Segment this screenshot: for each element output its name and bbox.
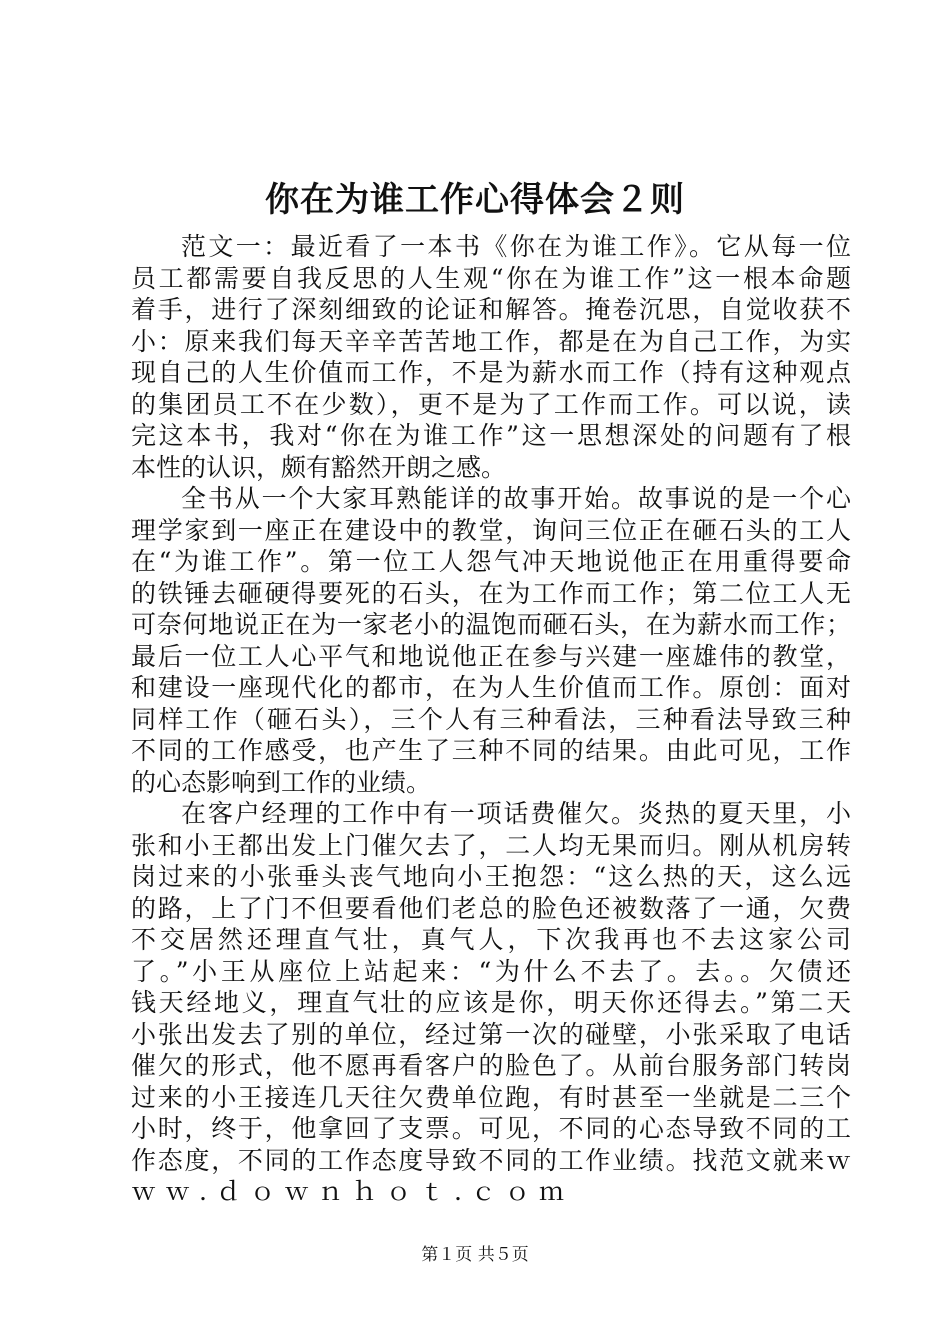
text-line: 小时，终于，他拿回了支票。可见，不同的心态导致不同的工 xyxy=(131,1114,851,1143)
text-line: 可奈何地说正在为一家老小的温饱而砸石头，在为薪水而工作； xyxy=(131,610,851,639)
text-line: 全书从一个大家耳熟能详的故事开始。故事说的是一个心 xyxy=(181,484,851,513)
text-line: 催欠的形式，他不愿再看客户的脸色了。从前台服务部门转岗 xyxy=(131,1051,851,1080)
text-line: 不同的工作感受，也产生了三种不同的结果。由此可见，工作 xyxy=(131,736,851,765)
document-title: 你在为谁工作心得体会２则 xyxy=(265,180,685,220)
text-line: 不交居然还理直气壮，真气人，下次我再也不去这家公司 xyxy=(131,925,851,954)
text-line: 小张出发去了别的单位，经过第一次的碰壁，小张采取了电话 xyxy=(131,1019,851,1049)
paragraph-2 xyxy=(131,483,851,798)
text-line: 同样工作（砸石头），三个人有三种看法，三种看法导致三种 xyxy=(131,704,851,734)
text-line: 在“为谁工作”。第一位工人怨气冲天地说他正在用重得要命 xyxy=(131,547,851,576)
text-line: 张和小王都出发上门催欠去了，二人均无果而归。刚从机房转 xyxy=(131,830,851,860)
text-line: 的铁锤去砸硬得要死的石头，在为工作而工作；第二位工人无 xyxy=(131,578,851,608)
text-line: 作态度，不同的工作态度导致不同的工作业绩。找范文就来ｗ xyxy=(131,1145,851,1175)
document-body xyxy=(131,231,851,1208)
paragraph-1 xyxy=(131,231,851,483)
text-line: 过来的小王接连几天往欠费单位跑，有时甚至一坐就是二三个 xyxy=(131,1082,851,1112)
text-line: 完这本书，我对“你在为谁工作”这一思想深处的问题有了根 xyxy=(131,421,851,450)
text-line: 着手，进行了深刻细致的论证和解答。掩卷沉思，自觉收获不 xyxy=(131,295,851,324)
text-line: 员工都需要自我反思的人生观“你在为谁工作”这一根本命题 xyxy=(131,263,851,293)
website-link-text: ｗｗ.ｄｏｗｎｈｏｔ.ｃｏｍ xyxy=(131,1177,573,1206)
text-line: 岗过来的小张垂头丧气地向小王抱怨：“这么热的天，这么远 xyxy=(131,862,851,891)
text-line: 的心态影响到工作的业绩。 xyxy=(131,767,432,797)
text-line: 现自己的人生价值而工作，不是为薪水而工作（持有这种观点 xyxy=(131,358,851,387)
text-line: 和建设一座现代化的都市，在为人生价值而工作。原创：面对 xyxy=(131,673,851,702)
text-line: 最后一位工人心平气和地说他正在参与兴建一座雄伟的教堂， xyxy=(131,641,851,671)
text-line: 本性的认识，颇有豁然开朗之感。 xyxy=(131,452,507,482)
text-line: 的路，上了门不但要看他们老总的脸色还被数落了一通，欠费 xyxy=(131,893,851,923)
text-line: 小：原来我们每天辛辛苦苦地工作，都是在为自己工作，为实 xyxy=(131,326,851,356)
text-line: 在客户经理的工作中有一项话费催欠。炎热的夏天里，小 xyxy=(181,799,851,828)
text-line: 的集团员工不在少数），更不是为了工作而工作。可以说，读 xyxy=(131,389,851,419)
text-line: 理学家到一座正在建设中的教堂，询问三位正在砸石头的工人 xyxy=(131,515,851,545)
text-line: 了。”小王从座位上站起来：“为什么不去了。去。。欠债还 xyxy=(131,956,851,986)
text-line: 范文一：最近看了一本书《你在为谁工作》。它从每一位 xyxy=(181,232,851,261)
page-footer: 第１页 共５页 xyxy=(421,1245,529,1265)
text-line: 钱天经地义，理直气壮的应该是你，明天你还得去。”第二天 xyxy=(131,988,851,1017)
paragraph-3 xyxy=(131,798,851,1208)
